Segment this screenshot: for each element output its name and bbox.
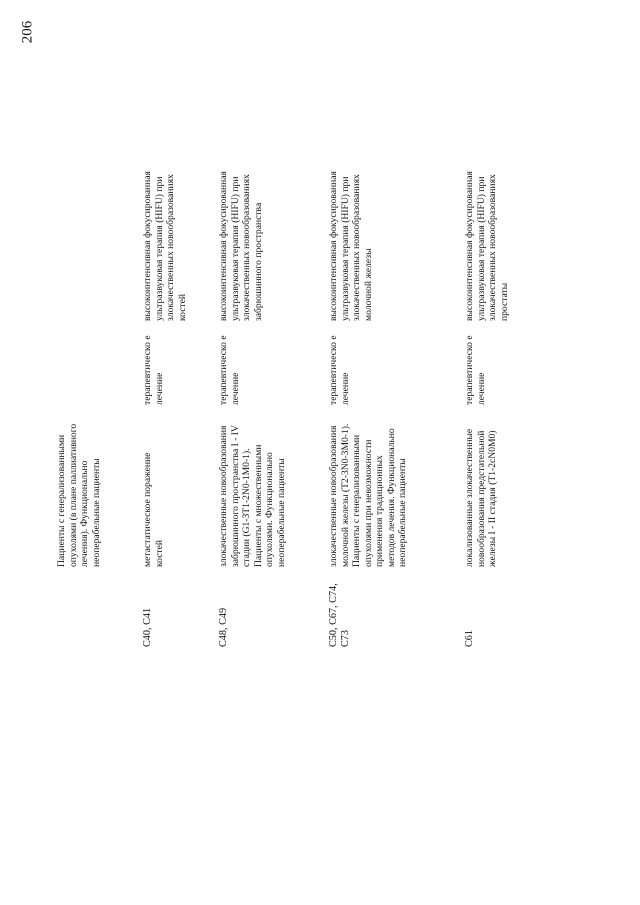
page-number: 206 bbox=[19, 20, 36, 44]
row-treatment-type: терапевтическо е лечение bbox=[464, 335, 487, 405]
row-method: высокоинтенсивная фокусированная ультразвуковая терапия (HIFU) при злокачественных новообразованиях простаты bbox=[464, 171, 510, 321]
row-treatment-type: терапевтическо е лечение bbox=[142, 335, 165, 405]
row-condition: злокачественные новообразования молочной железы (T2-3N0-3M0-1). Пациенты с генерализованными опухолями при невозможности применения традиционных методов лечения. Функционально неоперабельные пациенты bbox=[328, 423, 408, 567]
row-method: высокоинтенсивная фокусированная ультразвуковая терапия (HIFU) при злокачественных новообразованиях костей bbox=[142, 171, 188, 321]
row-code: C48, C49 bbox=[218, 607, 229, 647]
intro-text: Пациенты с генерализованными опухолями (в плане паллиативного лечения). Функционально неоперабельные пациенты bbox=[56, 423, 102, 567]
row-condition: метастатическое поражение костей bbox=[142, 452, 165, 567]
row-code: C40, C41 bbox=[142, 607, 153, 647]
row-method: высокоинтенсивная фокусированная ультразвуковая терапия (HIFU) при злокачественных новообразованиях молочной железы bbox=[328, 171, 374, 321]
row-code: C50, C67, C74, C73 bbox=[328, 583, 351, 647]
row-treatment-type: терапевтическо е лечение bbox=[218, 335, 241, 405]
row-condition: злокачественные новообразования забрюшинного пространства I - IV стадии (G1-3T1-2N0-1M0-1). Пациенты с множественными опухолями. Функционально неоперабельные пациенты bbox=[218, 425, 287, 567]
row-treatment-type: терапевтическо е лечение bbox=[328, 335, 351, 405]
row-condition: локализованные злокачественные новообразования предстательной железы I - II стадия (T1-2cN0M0) bbox=[464, 428, 498, 567]
row-code: C61 bbox=[464, 630, 475, 647]
row-method: высокоинтенсивная фокусированная ультразвуковая терапия (HIFU) при злокачественных новообразованиях забрюшинного пространства bbox=[218, 171, 264, 321]
